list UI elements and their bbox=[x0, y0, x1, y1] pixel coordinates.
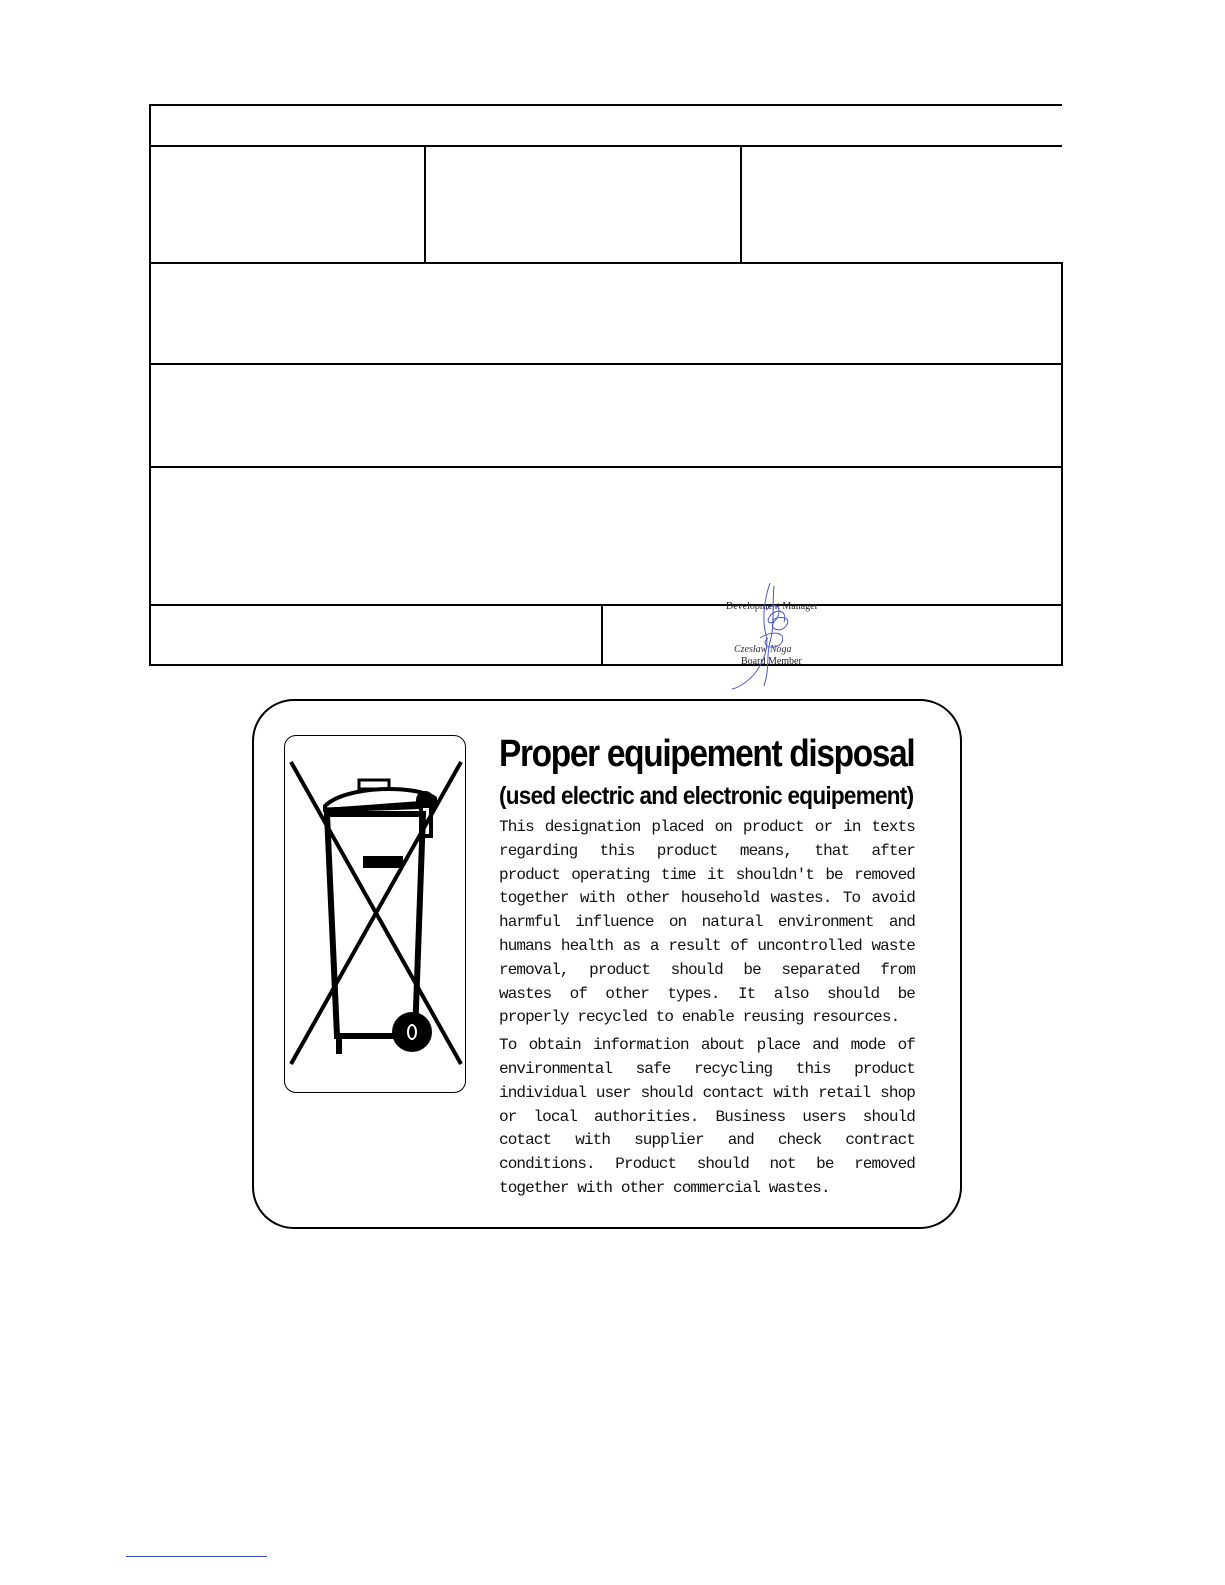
disposal-paragraph-2: To obtain information about place and mode of environmental safe recycling this product individual user should contact with retail shop or local authorities. Business users should cotact with supplier and check contract conditions. Product should not be removed together with other commercial wastes. bbox=[499, 1036, 915, 1197]
table-border bbox=[149, 363, 1063, 365]
signature-block bbox=[712, 580, 842, 690]
disposal-title: Proper equipement disposal bbox=[499, 733, 915, 775]
table-border bbox=[740, 145, 742, 264]
table-border bbox=[424, 145, 426, 264]
table-border bbox=[149, 104, 1062, 106]
table-border bbox=[601, 604, 603, 666]
signature-role: Development Manager bbox=[726, 601, 818, 612]
disposal-subtitle: (used electric and electronic equipement) bbox=[499, 782, 914, 810]
signature-name: Czesław Noga bbox=[734, 644, 792, 655]
weee-symbol-box bbox=[284, 735, 466, 1093]
table-border bbox=[1061, 262, 1063, 666]
disposal-notice-card bbox=[252, 699, 962, 1229]
crossed-out-wheelie-bin-icon bbox=[285, 736, 467, 1094]
table-border bbox=[149, 604, 1063, 606]
footnote-separator bbox=[126, 1556, 267, 1557]
declaration-form-table bbox=[0, 0, 1225, 700]
disposal-paragraph-1: This designation placed on product or in texts regarding this product means, that after product operating time it shouldn't be removed together with other household wastes. To avoid harmful influence on natural environment and humans health as a result of uncontrolled waste removal, product should be separated from wastes of other types. It also should be properly recycled to enable reusing resources. bbox=[499, 818, 915, 1027]
table-border bbox=[149, 145, 1062, 147]
table-border bbox=[149, 664, 1063, 666]
table-border bbox=[149, 104, 151, 666]
disposal-body bbox=[499, 816, 915, 1205]
table-border bbox=[149, 262, 1063, 264]
handwritten-signature bbox=[712, 580, 842, 690]
table-border bbox=[149, 466, 1063, 468]
signature-title: Board Member bbox=[741, 656, 802, 667]
